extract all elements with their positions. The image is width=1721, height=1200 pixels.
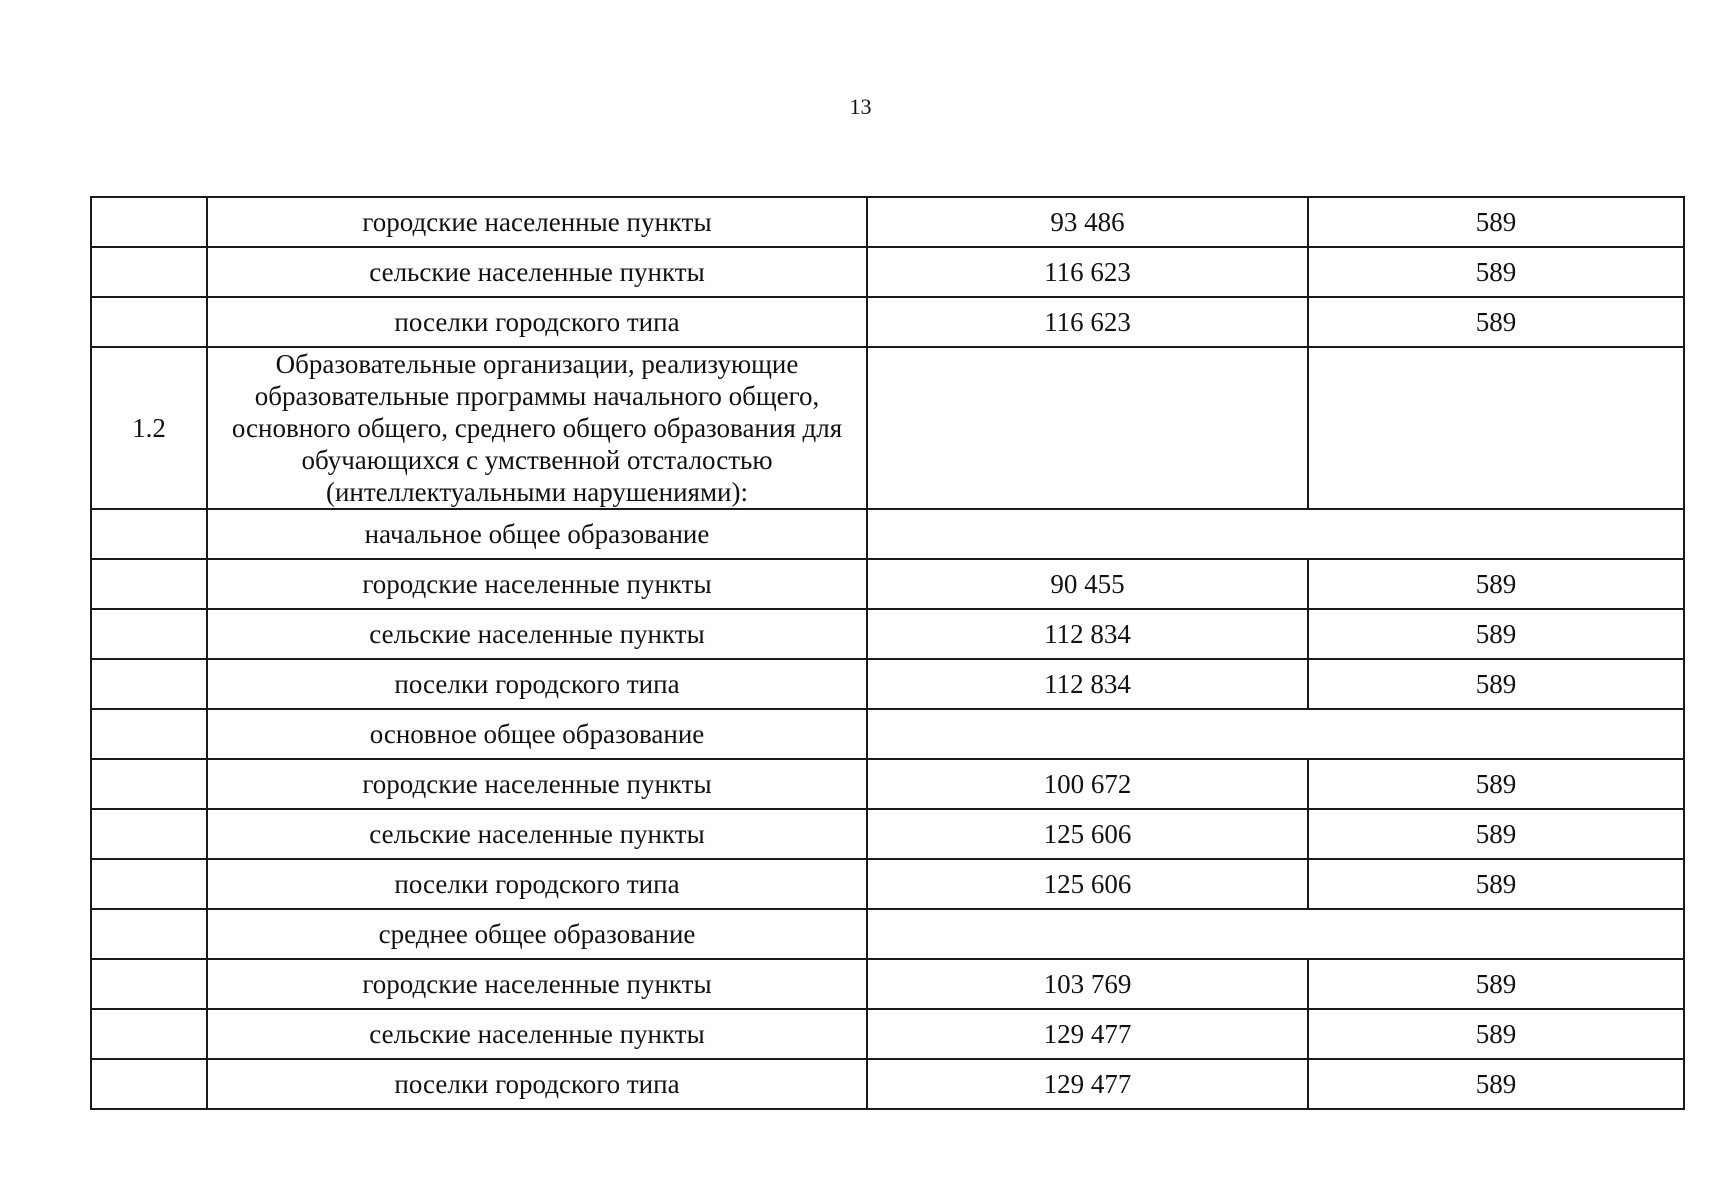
row-number-cell xyxy=(91,197,207,247)
row-name-cell: городские населенные пункты xyxy=(207,959,867,1009)
row-number-cell xyxy=(91,509,207,559)
table-row xyxy=(91,759,1684,809)
row-value-cell: 116 623 xyxy=(867,247,1308,297)
row-value-cell: 125 606 xyxy=(867,809,1308,859)
row-value2-cell: 589 xyxy=(1308,1059,1684,1109)
row-value-cell: 129 477 xyxy=(867,1059,1308,1109)
group-header-row xyxy=(91,909,1684,959)
table-row xyxy=(91,297,1684,347)
row-name-cell: сельские населенные пункты xyxy=(207,609,867,659)
group-title-cell: начальное общее образование xyxy=(207,509,867,559)
row-number-cell xyxy=(91,297,207,347)
row-name-cell: поселки городского типа xyxy=(207,859,867,909)
table-row xyxy=(91,609,1684,659)
table-row xyxy=(91,659,1684,709)
section-row xyxy=(91,347,1684,509)
row-name-cell: городские населенные пункты xyxy=(207,197,867,247)
row-value2-cell: 589 xyxy=(1308,959,1684,1009)
table-row xyxy=(91,809,1684,859)
group-empty-cell xyxy=(867,709,1684,759)
section-value-cell xyxy=(867,347,1308,509)
row-name-cell: поселки городского типа xyxy=(207,297,867,347)
table-row xyxy=(91,197,1684,247)
section-description-cell: Образовательные организации, реализующие образовательные программы начального общего, основного общего, среднего общего образования для обучающихся с умственной отсталостью (интеллектуальными нарушениями): xyxy=(207,347,867,509)
row-value-cell: 116 623 xyxy=(867,297,1308,347)
row-value2-cell: 589 xyxy=(1308,197,1684,247)
table-row xyxy=(91,959,1684,1009)
row-name-cell: сельские населенные пункты xyxy=(207,809,867,859)
row-value-cell: 129 477 xyxy=(867,1009,1308,1059)
group-empty-cell xyxy=(867,509,1684,559)
row-value2-cell: 589 xyxy=(1308,559,1684,609)
row-value-cell: 125 606 xyxy=(867,859,1308,909)
row-value2-cell: 589 xyxy=(1308,1009,1684,1059)
row-value-cell: 100 672 xyxy=(867,759,1308,809)
row-number-cell xyxy=(91,959,207,1009)
row-number-cell xyxy=(91,809,207,859)
row-value2-cell: 589 xyxy=(1308,809,1684,859)
group-header-row xyxy=(91,709,1684,759)
row-number-cell xyxy=(91,909,207,959)
row-value2-cell: 589 xyxy=(1308,247,1684,297)
row-value-cell: 103 769 xyxy=(867,959,1308,1009)
row-name-cell: поселки городского типа xyxy=(207,1059,867,1109)
row-number-cell xyxy=(91,247,207,297)
group-title-cell: среднее общее образование xyxy=(207,909,867,959)
row-number-cell xyxy=(91,659,207,709)
table-row xyxy=(91,247,1684,297)
row-name-cell: поселки городского типа xyxy=(207,659,867,709)
group-title-cell: основное общее образование xyxy=(207,709,867,759)
section-number-cell: 1.2 xyxy=(91,347,207,509)
table-row xyxy=(91,859,1684,909)
row-number-cell xyxy=(91,559,207,609)
row-number-cell xyxy=(91,859,207,909)
table-row xyxy=(91,1059,1684,1109)
table-row xyxy=(91,559,1684,609)
row-value-cell: 112 834 xyxy=(867,659,1308,709)
page-number: 13 xyxy=(849,94,872,119)
row-number-cell xyxy=(91,759,207,809)
norms-table xyxy=(90,196,1685,1110)
row-value2-cell: 589 xyxy=(1308,659,1684,709)
row-name-cell: сельские населенные пункты xyxy=(207,247,867,297)
row-value2-cell: 589 xyxy=(1308,759,1684,809)
section-value2-cell xyxy=(1308,347,1684,509)
row-value-cell: 93 486 xyxy=(867,197,1308,247)
row-number-cell xyxy=(91,1009,207,1059)
group-empty-cell xyxy=(867,909,1684,959)
group-header-row xyxy=(91,509,1684,559)
row-number-cell xyxy=(91,709,207,759)
row-name-cell: городские населенные пункты xyxy=(207,759,867,809)
row-value2-cell: 589 xyxy=(1308,859,1684,909)
row-number-cell xyxy=(91,1059,207,1109)
row-number-cell xyxy=(91,609,207,659)
row-name-cell: городские населенные пункты xyxy=(207,559,867,609)
row-value-cell: 90 455 xyxy=(867,559,1308,609)
table-row xyxy=(91,1009,1684,1059)
row-value-cell: 112 834 xyxy=(867,609,1308,659)
row-name-cell: сельские населенные пункты xyxy=(207,1009,867,1059)
row-value2-cell: 589 xyxy=(1308,609,1684,659)
row-value2-cell: 589 xyxy=(1308,297,1684,347)
